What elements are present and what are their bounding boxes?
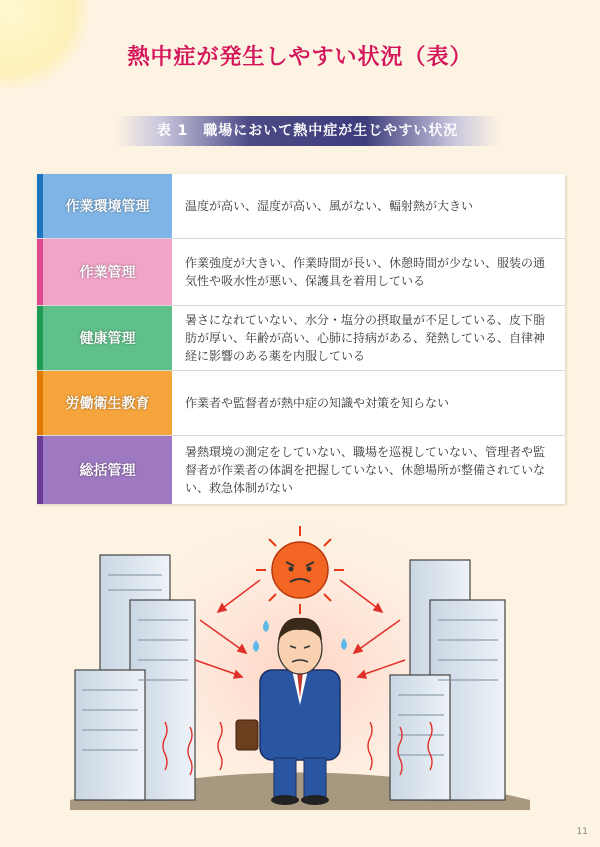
table-row (37, 306, 565, 371)
description-cell: 暑熱環境の測定をしていない、職場を巡視していない、管理者や監督者が作業者の体調を把握していない、休憩場所が整備されていない、救急体制がない (185, 445, 546, 495)
category-cell: 作業環境管理 (37, 174, 172, 238)
category-cell: 健康管理 (37, 306, 172, 370)
page-title: 熱中症が発生しやすい状況（表） (127, 45, 473, 70)
page-number: 11 (576, 827, 588, 837)
category-cell: 総括管理 (37, 436, 172, 504)
description-cell: 温度が高い、湿度が高い、風がない、輻射熱が大きい (185, 199, 474, 213)
table-caption: 表 1 職場において熱中症が生じやすい状況 (115, 116, 500, 146)
description-cell: 作業者や監督者が熱中症の知識や対策を知らない (185, 396, 450, 410)
table-row (37, 436, 565, 504)
table-row (37, 239, 565, 306)
description-cell: 暑さになれていない、水分・塩分の摂取量が不足している、皮下脂肪が厚い、年齢が高い、心肺に持病がある、発熱している、自律神経に影響のある薬を内服している (185, 313, 546, 363)
category-cell: 労働衛生教育 (37, 371, 172, 435)
category-cell: 作業管理 (37, 239, 172, 305)
table-row (37, 174, 565, 239)
heatstroke-conditions-table (37, 174, 565, 504)
table-row (37, 371, 565, 436)
description-cell: 作業強度が大きい、作業時間が長い、休憩時間が少ない、服装の通気性や吸水性が悪い、保護具を着用している (185, 256, 546, 288)
heat-city-illustration (60, 520, 540, 810)
